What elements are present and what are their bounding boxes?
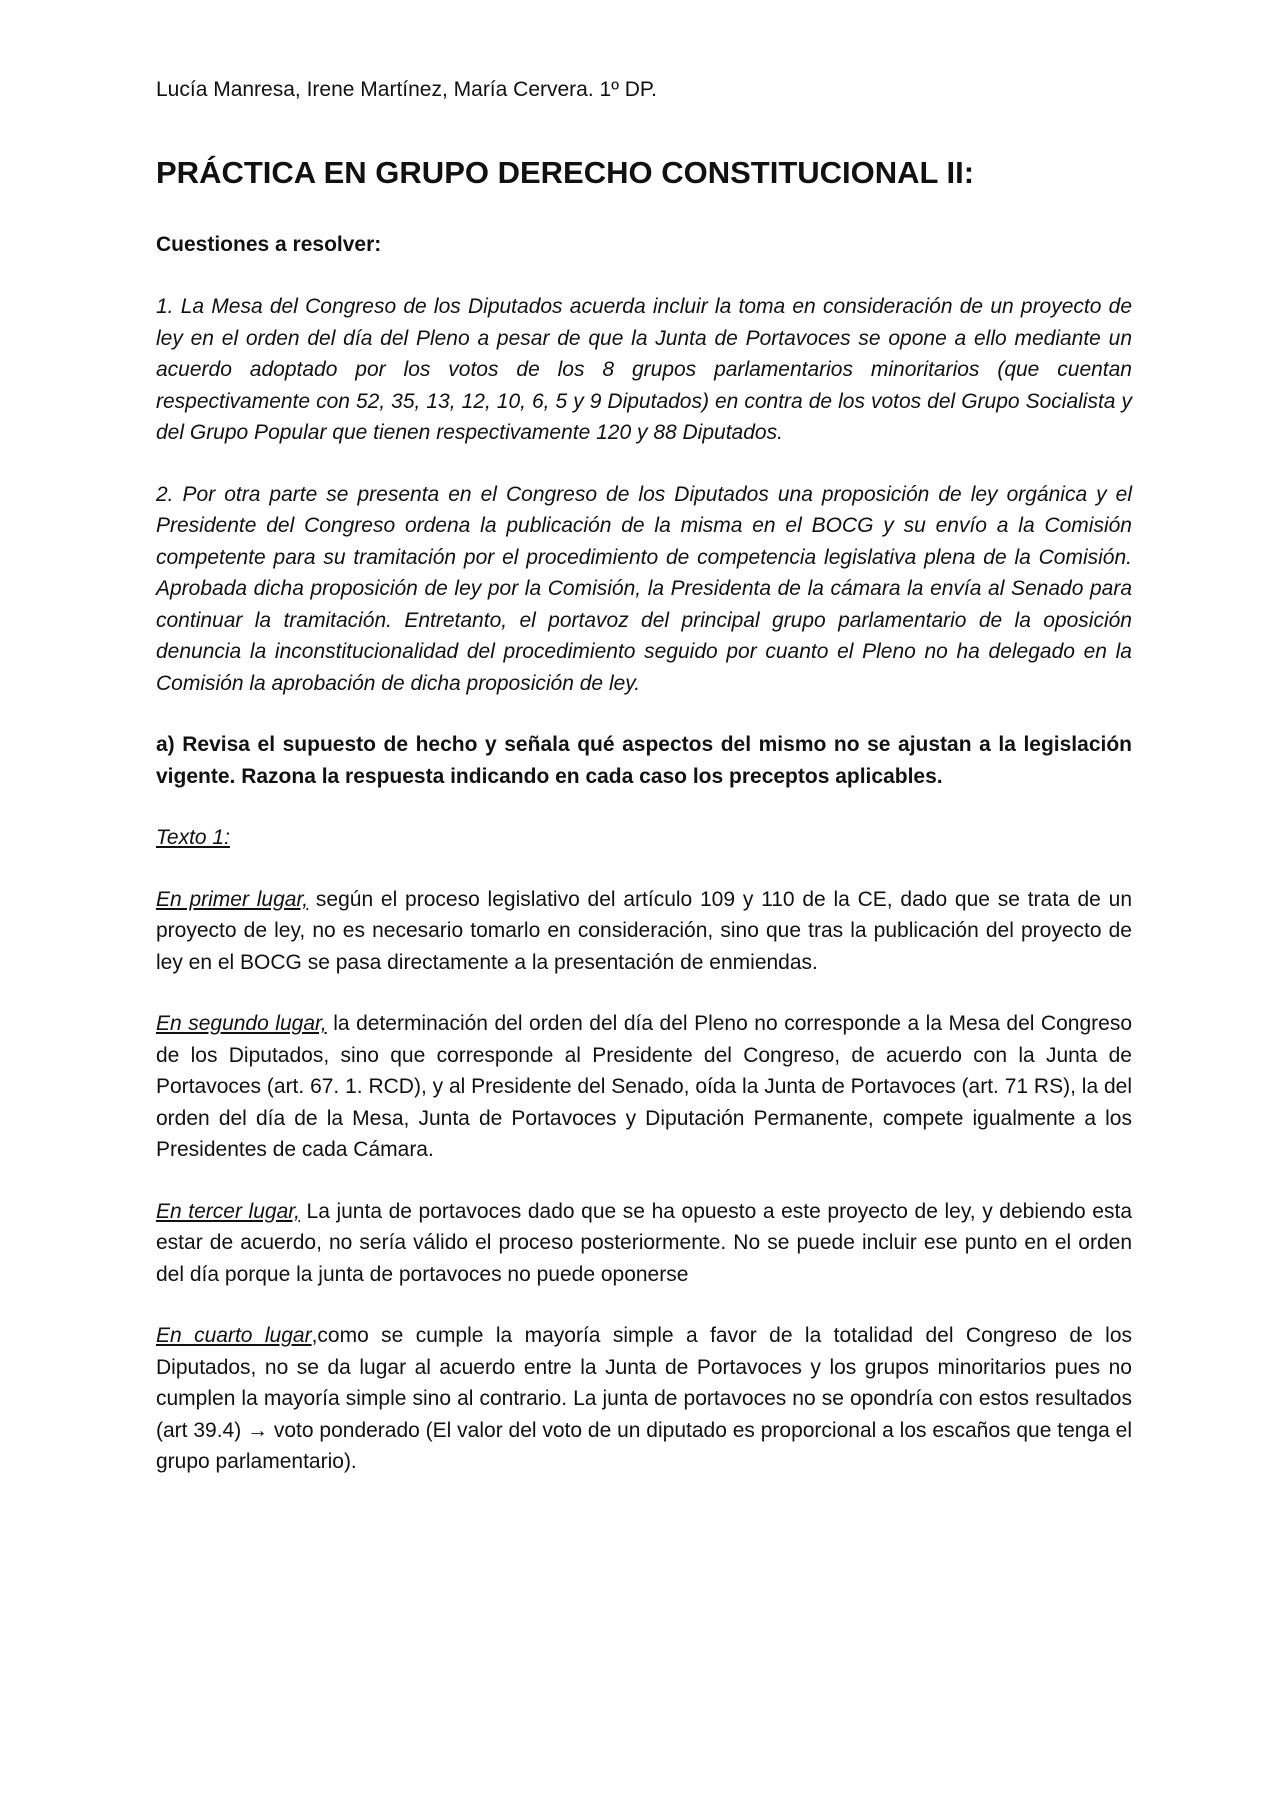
questions-heading: Cuestiones a resolver: (156, 233, 382, 256)
question-1: 1. La Mesa del Congreso de los Diputados acuerda incluir la toma en consideración de un proyecto de ley en el orden del día del Pleno a pesar de que la Junta de Portavoces se opone a ello mediante un acuerdo adoptado por los votos de los 8 grupos parlamentarios minoritarios (que cuentan respectivamente con 52, 35, 13, 12, 10, 6, 5 y 9 Diputados) en contra de los votos del Grupo Socialista y del Grupo Popular que tienen respectivamente 120 y 88 Diputados. (156, 295, 1132, 444)
answer-paragraph-1 (156, 884, 1132, 979)
answer-paragraph-2 (156, 1008, 1132, 1166)
authors-line: Lucía Manresa, Irene Martínez, María Cervera. 1º DP. (156, 78, 657, 101)
answer-3-lead: En tercer lugar, (156, 1199, 300, 1223)
answer-4-text: ,como se cumple la mayoría simple a favor de la totalidad del Congreso de los Diputados, no se da lugar al acuerdo entre la Junta de Portavoces y los grupos minoritarios pues no cumplen la mayoría simple sino al contrario. La junta de portavoces no se opondría con estos resultados (art 39.4) → voto ponderado (El valor del voto de un diputado es proporcional a los escaños que tenga el grupo parlamentario). (156, 1324, 1132, 1473)
document-page (156, 74, 1132, 1478)
answer-2-text: la determinación del orden del día del Pleno no corresponde a la Mesa del Congreso de los Diputados, sino que corresponde al Presidente del Congreso, de acuerdo con la Junta de Portavoces (art. 67. 1. RCD), y al Presidente del Senado, oída la Junta de Portavoces (art. 71 RS), la del orden del día de la Mesa, Junta de Portavoces y Diputación Permanente, compete igualmente a los Presidentes de cada Cámara. (156, 1012, 1132, 1161)
answer-3-text: La junta de portavoces dado que se ha opuesto a este proyecto de ley, y debiendo esta estar de acuerdo, no sería válido el proceso posteriormente. No se puede incluir ese punto en el orden del día porque la junta de portavoces no puede oponerse (156, 1199, 1132, 1286)
answer-4-lead: En cuarto lugar (156, 1324, 312, 1347)
answer-paragraph-4 (156, 1320, 1132, 1478)
task-statement: a) Revisa el supuesto de hecho y señala qué aspectos del mismo no se ajustan a la legislación vigente. Razona la respuesta indicando en cada caso los preceptos aplicables. (156, 733, 1132, 788)
question-2: 2. Por otra parte se presenta en el Congreso de los Diputados una proposición de ley orgánica y el Presidente del Congreso ordena la publicación de la misma en el BOCG y su envío a la Comisión competente para su tramitación por el procedimiento de competencia legislativa plena de la Comisión. Aprobada dicha proposición de ley por la Comisión, la Presidenta de la cámara la envía al Senado para continuar la tramitación. Entretanto, el portavoz del principal grupo parlamentario de la oposición denuncia la inconstitucionalidad del procedimiento seguido por cuanto el Pleno no ha delegado en la Comisión la aprobación de dicha proposición de ley. (156, 482, 1132, 695)
answer-paragraph-3 (156, 1196, 1132, 1291)
document-title: PRÁCTICA EN GRUPO DERECHO CONSTITUCIONAL II: (156, 155, 975, 190)
answer-1-lead: En primer lugar, (156, 887, 309, 911)
texto-1-label: Texto 1: (156, 826, 230, 849)
answer-1-text: según el proceso legislativo del artículo 109 y 110 de la CE, dado que se trata de un proyecto de ley, no es necesario tomarlo en consideración, sino que tras la publicación del proyecto de ley en el BOCG se pasa directamente a la presentación de enmiendas. (156, 887, 1133, 974)
answer-2-lead: En segundo lugar, (156, 1012, 327, 1035)
